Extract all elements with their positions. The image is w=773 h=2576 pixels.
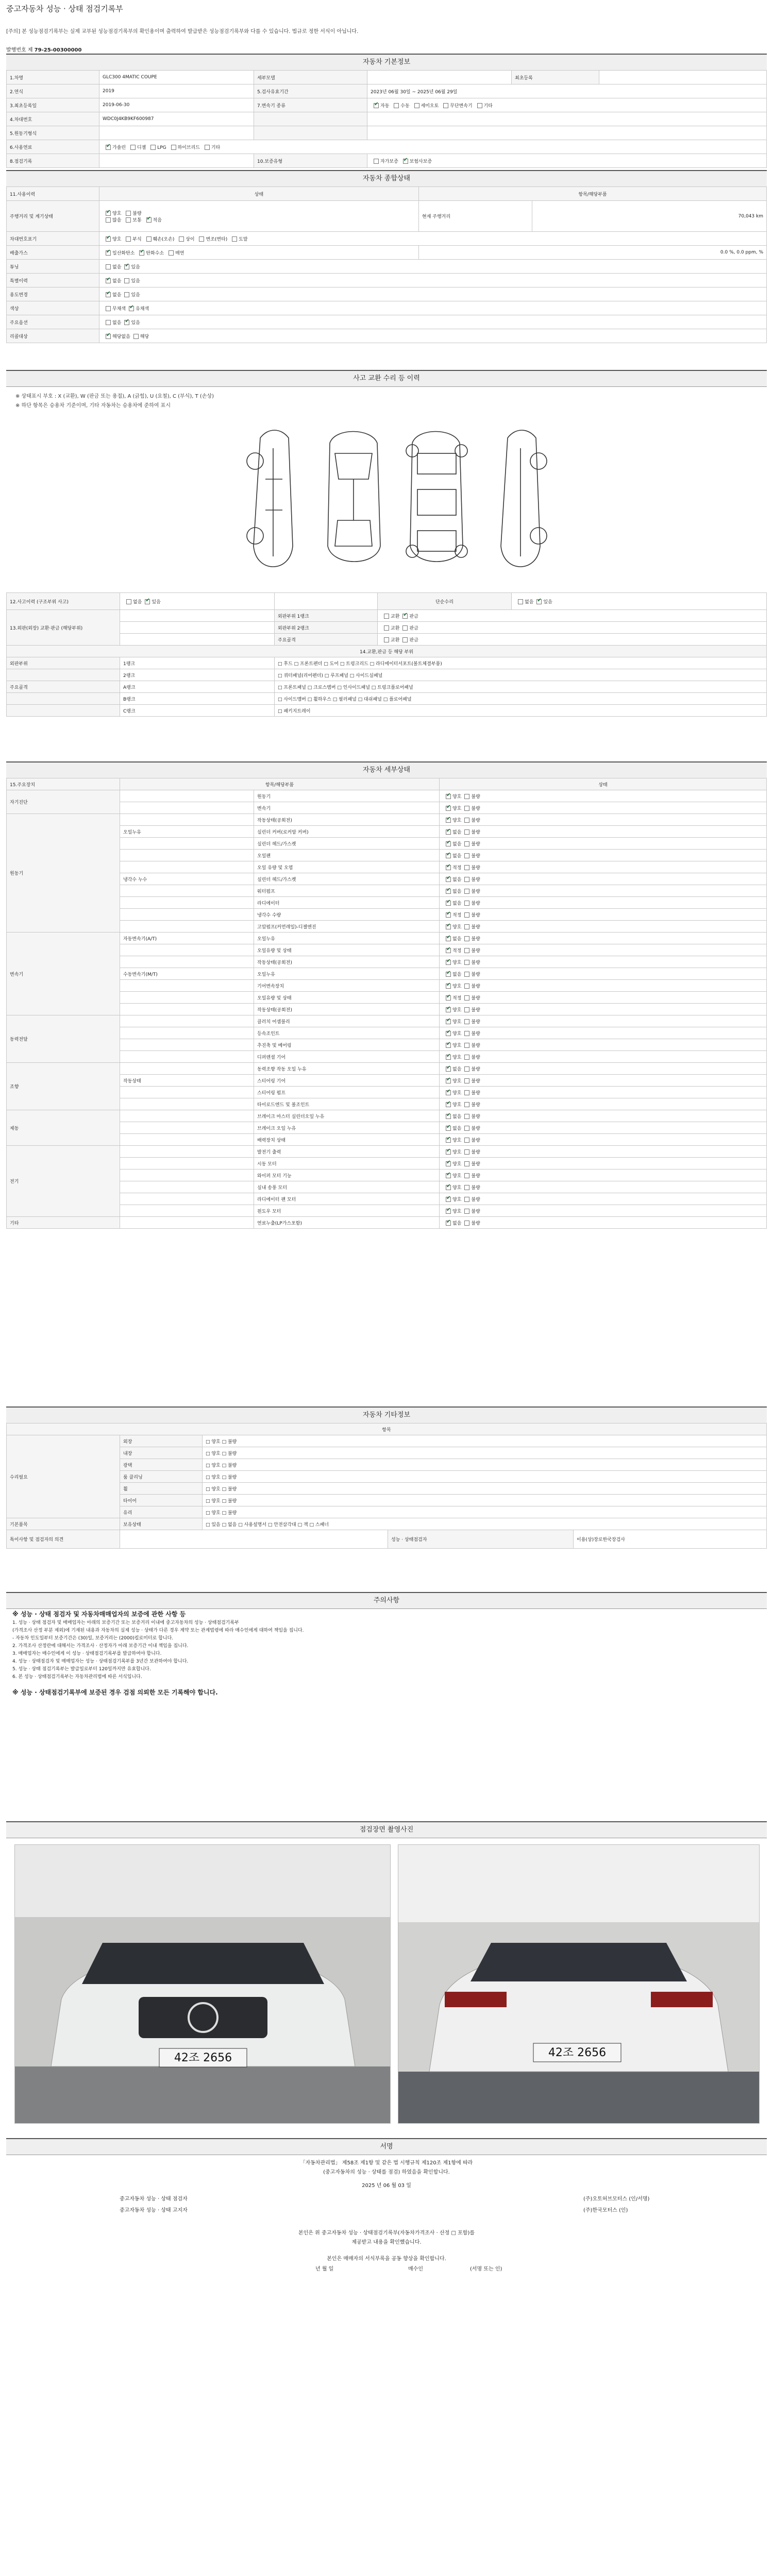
detail-state-alt: 불량 xyxy=(471,960,480,965)
detail-state: ✔ 양호 불량 xyxy=(440,1146,767,1158)
detail-row xyxy=(7,1098,767,1110)
detail-state: ✔ 없음 불량 xyxy=(440,897,767,909)
rear-plate: 42조 2656 xyxy=(548,2046,607,2059)
engine-type-label: 5.원동기형식 xyxy=(7,126,99,140)
detail-row xyxy=(7,790,767,802)
detail-state: ✔ 없음 불량 xyxy=(440,1110,767,1122)
detail-state: ✔ 양호 불량 xyxy=(440,1134,767,1146)
mileage-label: 현재 주행거리 xyxy=(419,201,532,232)
detail-part: 냉각수 수량 xyxy=(254,909,440,921)
detail-row xyxy=(7,826,767,838)
detail-row xyxy=(7,1146,767,1158)
detail-subgroup xyxy=(120,1181,254,1193)
notice-heading: 주의사항 xyxy=(6,1592,767,1609)
detail-state-alt: 불량 xyxy=(471,841,480,847)
detail-row xyxy=(7,1205,767,1217)
vin-value: WDC0J4KB9KF600987 xyxy=(99,112,254,126)
detail-part: 기어변속장치 xyxy=(254,980,440,992)
detail-state-alt: 불량 xyxy=(471,1019,480,1025)
simple-repair-label: 단순수리 xyxy=(378,593,512,610)
vin-label: 4.차대번호 xyxy=(7,112,99,126)
detail-row xyxy=(7,1027,767,1039)
detail-state: ✔ 양호 불량 xyxy=(440,1158,767,1170)
vin-mark-label: 차대번호표기 xyxy=(7,232,99,246)
notice-footer: ※ 성능 · 상태점검기록부에 보증된 경우 검점 의뢰한 모든 기록해야 합니다. xyxy=(12,1689,218,1696)
detail-group: 제동 xyxy=(7,1110,120,1146)
detail-col-2: 항목/해당부품 xyxy=(120,778,440,790)
reg-date-label: 3.최초등록일 xyxy=(7,98,99,112)
notice-title: ※ 성능 · 상태 점검자 및 자동차매매업자의 보증에 관한 사항 등 xyxy=(12,1611,186,1618)
detail-row xyxy=(7,1051,767,1063)
accident-history-label: 12.사고이력 (구조부위 사고) xyxy=(7,593,120,610)
detail-state: ✔ 없음 불량 xyxy=(440,850,767,861)
transmission-options: ✔ 자동 수동 세미오토 무단변속기 기타 xyxy=(367,98,767,112)
detail-state: ✔ 적정 불량 xyxy=(440,909,767,921)
detail-subgroup xyxy=(120,1158,254,1170)
detail-row xyxy=(7,1193,767,1205)
detail-state-alt: 불량 xyxy=(471,1197,480,1202)
detail-row xyxy=(7,1087,767,1098)
detail-state-alt: 불량 xyxy=(471,1102,480,1108)
detail-part: 스티어링 기어 xyxy=(254,1075,440,1087)
detail-subgroup xyxy=(120,1051,254,1063)
detail-row xyxy=(7,861,767,873)
detail-row xyxy=(7,1015,767,1027)
detail-subgroup xyxy=(120,1217,254,1229)
car-right-view xyxy=(501,430,547,567)
front-plate: 42조 2656 xyxy=(174,2052,232,2064)
detail-state-alt: 불량 xyxy=(471,1221,480,1226)
detail-row xyxy=(7,1158,767,1170)
detail-group: 조향 xyxy=(7,1063,120,1110)
detail-state-alt: 불량 xyxy=(471,901,480,906)
model-value: GLC300 4MATIC COUPE xyxy=(99,71,254,84)
validity-value: 2023년 06월 30일 ~ 2025년 06월 29일 xyxy=(367,84,767,98)
model-label: 1.차명 xyxy=(7,71,99,84)
detail-row xyxy=(7,814,767,826)
detail-state: ✔ 양호 불량 xyxy=(440,1015,767,1027)
detail-state: ✔ 양호 불량 xyxy=(440,956,767,968)
cert-no-value: 79-25-00300000 xyxy=(34,47,82,53)
detail-row xyxy=(7,992,767,1004)
detail-subgroup xyxy=(120,956,254,968)
detail-state: ✔ 양호 불량 xyxy=(440,921,767,933)
detail-part: 고압펌프(커먼레일)-디젤엔진 xyxy=(254,921,440,933)
buyer-label: 매수인 xyxy=(408,2266,423,2272)
detail-state: ✔ 없음 불량 xyxy=(440,1217,767,1229)
detail-state-alt: 불량 xyxy=(471,877,480,883)
detail-state: ✔ 양호 불량 xyxy=(440,790,767,802)
usage-col: 11.사용이력 xyxy=(7,187,99,201)
detail-subgroup xyxy=(120,1087,254,1098)
detail-row xyxy=(7,838,767,850)
detail-subgroup xyxy=(120,1039,254,1051)
detail-part: 동력조향 작동 오일 누유 xyxy=(254,1063,440,1075)
detail-part: 오일누유 xyxy=(254,933,440,944)
front-photo xyxy=(14,1844,391,2124)
detail-subgroup xyxy=(120,1193,254,1205)
detail-part: 실내 송풍 모터 xyxy=(254,1181,440,1193)
year-value: 2019 xyxy=(99,84,254,98)
detail-state-alt: 불량 xyxy=(471,1209,480,1214)
detail-subgroup: 작동상태 xyxy=(120,1075,254,1087)
detail-subgroup xyxy=(120,992,254,1004)
detail-row xyxy=(7,885,767,897)
emission-label: 배출가스 xyxy=(7,246,99,260)
detail-part: 원동기 xyxy=(254,790,440,802)
detail-state: ✔ 양호 불량 xyxy=(440,1205,767,1217)
detail-state-alt: 불량 xyxy=(471,972,480,977)
detail-state-alt: 불량 xyxy=(471,1161,480,1167)
fuel-label: 6.사용연료 xyxy=(7,140,99,154)
warranty-options: 자가보증 ✔ 보험사보증 xyxy=(367,154,767,168)
transmission-label: 7.변속기 종류 xyxy=(254,98,367,112)
detail-state: ✔ 양호 불량 xyxy=(440,1004,767,1015)
detail-subgroup: 수동변속기(M/T) xyxy=(120,968,254,980)
detail-state: ✔ 양호 불량 xyxy=(440,980,767,992)
accident-table: 12.사고이력 (구조부위 사고) 없음✔ 있음 단순수리 없음✔ 있음 13.외판(외장) 교환·판금 (해당부위) 외판부위 1랭크 교환✔ 판금 외판부위 2랭크 교환 판금 주요골격 교환 판금 14.교환,판금 등 해당 부위 외판부위 1랭크 □ 후드 □ 프론트펜더 □ 도어 □ 트렁크리드 □ 라디에이터서포트(볼트체결부품) 2랭크 □ 쿼터패널(리어펜더) □ 루프패널 □ 사이드실패널 주요골격 A랭크 □ 프론트패널 □ 크로스멤버 □ 인사이드패널 □ 트렁크플로어패널 B랭크 □ 사이드멤버 □ 휠하우스 □ 필러패널 □ 대쉬패널 □ 플로어패널 C랭크 □ 패키지트레이 xyxy=(6,592,767,717)
buyer-sign: (서명 또는 인) xyxy=(470,2266,502,2272)
accident-heading: 사고 교환 수리 등 이력 xyxy=(6,370,767,387)
detail-group: 동력전달 xyxy=(7,1015,120,1063)
detail-state-alt: 불량 xyxy=(471,924,480,930)
photos-heading: 점검장면 촬영사진 xyxy=(6,1821,767,1838)
notice-body: ※ 성능 · 상태 점검자 및 자동차매매업자의 보증에 관한 사항 등 1. 성능 · 상태 점검자 및 매매업자는 아래의 보증기간 또는 보증거리 이내에 중고자동차의 성능 · 상태점검기록부 (가격조사 산정 부분 제외)에 기재된 내용과 자동차의 실제 성능 · 상태가 다른 경우 계약 또는 관계법령에 따라 매수인에게 대하여 책임을 집니다. - 자동차 인도일부터 보증기간은 (30)일, 보증거리는 (2000)킬로미터로 합니다. 2. 가격조사 산정란에 대해서는 가격조사 · 산정자가 아래 보증기간 이내 책임을 집니다. 3. 매매업자는 매수인에게 이 성능 · 상태점검기록부를 발급하여야 합니다. 4. 성능 · 상태점검자 및 매매업자는 성능 · 상태점검기록부를 3년간 보관하여야 합니다. 5. 성능 · 상태 점검기록부는 발급일로부터 120일까지만 유효합니다. 6. 본 성능 · 상태점검기록부는 자동차관리법에 따른 서식입니다. ※ 성능 · 상태점검기록부에 보증된 경우 검점 의뢰한 모든 기록해야 합니다. xyxy=(12,1611,304,1696)
detail-state-alt: 불량 xyxy=(471,794,480,800)
detail-part: 연료누출(LP가스포함) xyxy=(254,1217,440,1229)
detail-part: 와이퍼 모터 기능 xyxy=(254,1170,440,1181)
odometer-state: ✔양호 불량 많음 보통 ✔ 적음 xyxy=(99,201,419,232)
detail-part: 추진축 및 베어링 xyxy=(254,1039,440,1051)
detail-part: 브레이크 마스터 실린더오일 누유 xyxy=(254,1110,440,1122)
detail-state-alt: 불량 xyxy=(471,1031,480,1037)
detail-state: ✔ 적정 불량 xyxy=(440,944,767,956)
detail-state: ✔ 양호 불량 xyxy=(440,802,767,814)
signature-date: 2025 년 06 월 03 일 xyxy=(362,2183,411,2189)
detail-state-alt: 불량 xyxy=(471,995,480,1001)
detail-state-alt: 불량 xyxy=(471,1043,480,1048)
detail-subgroup xyxy=(120,1134,254,1146)
detail-subgroup xyxy=(120,909,254,921)
detail-state-alt: 불량 xyxy=(471,1149,480,1155)
detail-row xyxy=(7,944,767,956)
detail-part: 타이로드엔드 및 볼조인트 xyxy=(254,1098,440,1110)
detail-subgroup xyxy=(120,1027,254,1039)
detail-row xyxy=(7,909,767,921)
detail-state: ✔ 양호 불량 xyxy=(440,814,767,826)
detail-group: 원동기 xyxy=(7,814,120,933)
state-col: 상태 xyxy=(99,187,419,201)
detail-subgroup: 오일누유 xyxy=(120,826,254,838)
detail-part: 실린더 커버(로커암 커버) xyxy=(254,826,440,838)
detail-row xyxy=(7,968,767,980)
detail-state-alt: 불량 xyxy=(471,889,480,894)
detail-col-3: 상태 xyxy=(440,778,767,790)
mileage-value: 70,043 km xyxy=(532,201,767,232)
detail-row xyxy=(7,1122,767,1134)
detail-row xyxy=(7,956,767,968)
detail-part: 작동상태(공회전) xyxy=(254,956,440,968)
detail-row xyxy=(7,980,767,992)
detail-state-alt: 불량 xyxy=(471,1078,480,1084)
detail-group: 전기 xyxy=(7,1146,120,1217)
detail-state-alt: 불량 xyxy=(471,1066,480,1072)
detail-row xyxy=(7,1181,767,1193)
note-col: 항목/해당부품 xyxy=(419,187,767,201)
fuel-options: ✔ 가솔린 디젤 LPG 하이브리드 기타 xyxy=(99,140,767,154)
detail-subgroup xyxy=(120,921,254,933)
etc-table: 항목 수리필요 외장 □ 양호 □ 불량 내장 □ 양호 □ 불량 광택 □ 양호 □ 불량 룸 클리닝 □ 양호 □ 불량 휠 □ 양호 □ 불량 타이어 □ 양호 □ 불량 유리 □ 양호 □ 불량 기본품목 보유상태 □ 있음 □ 없음 □ 사용설명서 □ 안전삼각대 □ 잭 □ 스패너 특이사항 및 점검자의 의견 성능 · 상태점검자 이용(상)장로한국장검사 xyxy=(6,1423,767,1549)
detail-subgroup xyxy=(120,1122,254,1134)
detail-state: ✔ 없음 불량 xyxy=(440,933,767,944)
detail-state: ✔ 없음 불량 xyxy=(440,1122,767,1134)
detail-row xyxy=(7,1217,767,1229)
warranty-label: 10.보증유형 xyxy=(254,154,367,168)
detail-subgroup xyxy=(120,1004,254,1015)
detail-state-alt: 불량 xyxy=(471,1055,480,1060)
detail-state-alt: 불량 xyxy=(471,1090,480,1096)
detail-part: 라디에이터 팬 모터 xyxy=(254,1193,440,1205)
detail-state-alt: 불량 xyxy=(471,829,480,835)
detail-state-alt: 불량 xyxy=(471,912,480,918)
detail-part: 작동상태(공회전) xyxy=(254,814,440,826)
signature-heading: 서명 xyxy=(6,2138,767,2155)
detail-group: 변속기 xyxy=(7,933,120,1015)
detail-row xyxy=(7,873,767,885)
detail-state: ✔ 없음 불량 xyxy=(440,873,767,885)
car-front-view xyxy=(328,432,380,562)
car-left-view xyxy=(247,430,293,567)
detail-subgroup xyxy=(120,802,254,814)
car-bottom-view xyxy=(406,432,467,562)
rear-photo xyxy=(398,1844,760,2124)
certificate-number xyxy=(6,45,81,53)
detail-row xyxy=(7,933,767,944)
detail-state: ✔ 없음 불량 xyxy=(440,1063,767,1075)
detail-part: 작동상태(공회전) xyxy=(254,1004,440,1015)
detail-part: 발전기 출력 xyxy=(254,1146,440,1158)
first-reg-label: 최초등록 xyxy=(512,71,599,84)
detail-state: ✔ 양호 불량 xyxy=(440,1193,767,1205)
detail-table xyxy=(6,778,767,1229)
detail-subgroup xyxy=(120,1110,254,1122)
detail-part: 오일팬 xyxy=(254,850,440,861)
detail-part: 브레이크 오일 누유 xyxy=(254,1122,440,1134)
odometer-label: 주행거리 및 계기상태 xyxy=(7,201,99,232)
accident-legend: ※ 상태표시 부호 : X (교환), W (판금 또는 용접), A (긁힘), U (요철), C (부식), T (손상) xyxy=(15,394,214,399)
detail-subgroup xyxy=(120,1205,254,1217)
accident-legend-2: ※ 하단 항목은 승용차 기준이며, 기타 자동차는 승용차에 준하여 표시 xyxy=(15,403,171,409)
detail-part: 클러치 어셈블리 xyxy=(254,1015,440,1027)
detail-state: ✔ 없음 불량 xyxy=(440,885,767,897)
detail-state: ✔ 양호 불량 xyxy=(440,1087,767,1098)
detail-subgroup xyxy=(120,1015,254,1027)
overall-heading: 자동차 종합상태 xyxy=(6,170,767,187)
exterior-repair-label: 13.외판(외장) 교환·판금 (해당부위) xyxy=(7,610,120,646)
detail-part: 배력장치 상태 xyxy=(254,1134,440,1146)
year-label: 2.연식 xyxy=(7,84,99,98)
detail-state: ✔ 없음 불량 xyxy=(440,968,767,980)
detail-state-alt: 불량 xyxy=(471,936,480,942)
detail-part: 오일 유량 및 오염 xyxy=(254,861,440,873)
detail-state: ✔ 없음 불량 xyxy=(440,838,767,850)
inspection-record-label: 8.점검기록 xyxy=(7,154,99,168)
submodel-label: 세부모델 xyxy=(254,71,367,84)
detail-state-alt: 불량 xyxy=(471,984,480,989)
document-title: 중고자동차 성능 · 상태 점검기록부 xyxy=(6,4,123,13)
detail-part: 시동 모터 xyxy=(254,1158,440,1170)
detail-subgroup xyxy=(120,1170,254,1181)
detail-row xyxy=(7,1063,767,1075)
detail-group: 기타 xyxy=(7,1217,120,1229)
detail-state-alt: 불량 xyxy=(471,806,480,811)
detail-part: 윈도우 모터 xyxy=(254,1205,440,1217)
detail-subgroup xyxy=(120,944,254,956)
emission-value: 0.0 %, 0.0 ppm, % xyxy=(419,246,767,260)
detail-state: ✔ 양호 불량 xyxy=(440,1051,767,1063)
detail-row xyxy=(7,802,767,814)
frame-heading: 14.교환,판금 등 해당 부위 xyxy=(7,646,767,657)
detail-state-alt: 불량 xyxy=(471,818,480,823)
detail-subgroup xyxy=(120,897,254,909)
reg-date-value: 2019-06-30 xyxy=(99,98,254,112)
detail-subgroup xyxy=(120,838,254,850)
detail-col-1: 15.주요장치 xyxy=(7,778,120,790)
detail-state-alt: 불량 xyxy=(471,1126,480,1131)
detail-state: ✔ 양호 불량 xyxy=(440,1075,767,1087)
basic-info-table xyxy=(6,70,767,168)
detail-part: 스티어링 펌프 xyxy=(254,1087,440,1098)
detail-part: 오일누유 xyxy=(254,968,440,980)
overall-table: 11.사용이력 상태 항목/해당부품 주행거리 및 계기상태 ✔양호 불량 많음 보통 ✔ 적음 현재 주행거리 70,043 km 차대번호표기 ✔ 양호 부식 훼손(오손) 상이 변조(변타) 도말 배출가스 ✔ 일산화탄소 ✔ 탄화수소 매연 0.0 %, 0.0 ppm, % 튜닝 없음✔ 있음 특별이력 ✔ 없음 있음 용도변경 ✔ 없음 있음 색상 무채색✔ 유채색 주요옵션 없음✔ 있음 리콜대상 ✔ 해당없음 해당 xyxy=(6,187,767,343)
signature-block: 「자동차관리법」 제58조 제1항 및 같은 법 시행규칙 제120조 제1항에 따라 (중고자동차의 성능 · 상태를 점검) 하였음을 확인합니다. 2025 년 06 월 03 일 중고자동차 성능 · 상태 점검자 (주)오토허브모터스 (인/서명) 중고자동차 성능 · 상태 고지자 (주)한국모터스 (인) 본인은 위 중고자동차 성능 · 상태점검기록부(자동차가격조사 · 산정 □ 포함)를 제공받고 내용을 확인했습니다. 본인은 매매자의 서식부록을 공동 향상을 확인합니다. 년 월 일 매수인 (서명 또는 인) xyxy=(6,2156,767,2311)
detail-row xyxy=(7,1075,767,1087)
detail-part: 오일유량 및 상태 xyxy=(254,992,440,1004)
document-notice: [주의] 본 성능점검기록부는 실제 교부된 성능점검기록부의 확인용이며 출력하여 발급받은 성능점검기록부와 다를 수 있습니다. 법규로 정한 서식이 아닙니다. xyxy=(6,29,359,35)
cert-no-label: 발행번호 제 xyxy=(6,47,33,53)
detail-row xyxy=(7,1039,767,1051)
detail-state: ✔ 양호 불량 xyxy=(440,1098,767,1110)
detail-subgroup xyxy=(120,1098,254,1110)
detail-state: ✔ 양호 불량 xyxy=(440,1039,767,1051)
detail-row xyxy=(7,897,767,909)
detail-row xyxy=(7,1170,767,1181)
detail-state: ✔ 적정 불량 xyxy=(440,992,767,1004)
detail-state: ✔ 없음 불량 xyxy=(440,826,767,838)
detail-subgroup xyxy=(120,1146,254,1158)
detail-state-alt: 불량 xyxy=(471,1173,480,1179)
detail-row xyxy=(7,921,767,933)
detail-state-alt: 불량 xyxy=(471,948,480,954)
detail-state: ✔ 양호 불량 xyxy=(440,1170,767,1181)
detail-state-alt: 불량 xyxy=(471,1007,480,1013)
etc-heading: 자동차 기타정보 xyxy=(6,1406,767,1423)
detail-state-alt: 불량 xyxy=(471,853,480,859)
detail-state-alt: 불량 xyxy=(471,1114,480,1120)
detail-subgroup xyxy=(120,885,254,897)
detail-subgroup xyxy=(120,814,254,826)
detail-part: 디퍼렌셜 기어 xyxy=(254,1051,440,1063)
detail-part: 워터펌프 xyxy=(254,885,440,897)
detail-subgroup: 자동변속기(A/T) xyxy=(120,933,254,944)
detail-group: 자기진단 xyxy=(7,790,120,814)
detail-heading: 자동차 세부상태 xyxy=(6,761,767,778)
detail-part: 등속조인트 xyxy=(254,1027,440,1039)
detail-part: 변속기 xyxy=(254,802,440,814)
detail-subgroup xyxy=(120,790,254,802)
detail-state: ✔ 양호 불량 xyxy=(440,1027,767,1039)
detail-row xyxy=(7,1110,767,1122)
detail-subgroup xyxy=(120,1063,254,1075)
validity-label: 5.검사유효기간 xyxy=(254,84,367,98)
detail-state-alt: 불량 xyxy=(471,1185,480,1191)
detail-row xyxy=(7,850,767,861)
detail-part: 실린더 헤드/가스켓 xyxy=(254,838,440,850)
detail-part: 오일유량 및 상태 xyxy=(254,944,440,956)
detail-row xyxy=(7,1004,767,1015)
detail-state: ✔ 양호 불량 xyxy=(440,1181,767,1193)
detail-part: 라디에이터 xyxy=(254,897,440,909)
detail-subgroup: 냉각수 누수 xyxy=(120,873,254,885)
detail-state-alt: 불량 xyxy=(471,865,480,871)
detail-row xyxy=(7,1134,767,1146)
detail-subgroup xyxy=(120,980,254,992)
basic-info-heading: 자동차 기본정보 xyxy=(6,54,767,71)
detail-state: ✔ 적정 불량 xyxy=(440,861,767,873)
detail-state-alt: 불량 xyxy=(471,1138,480,1143)
detail-part: 실린더 헤드/가스켓 xyxy=(254,873,440,885)
detail-subgroup xyxy=(120,861,254,873)
detail-subgroup xyxy=(120,850,254,861)
